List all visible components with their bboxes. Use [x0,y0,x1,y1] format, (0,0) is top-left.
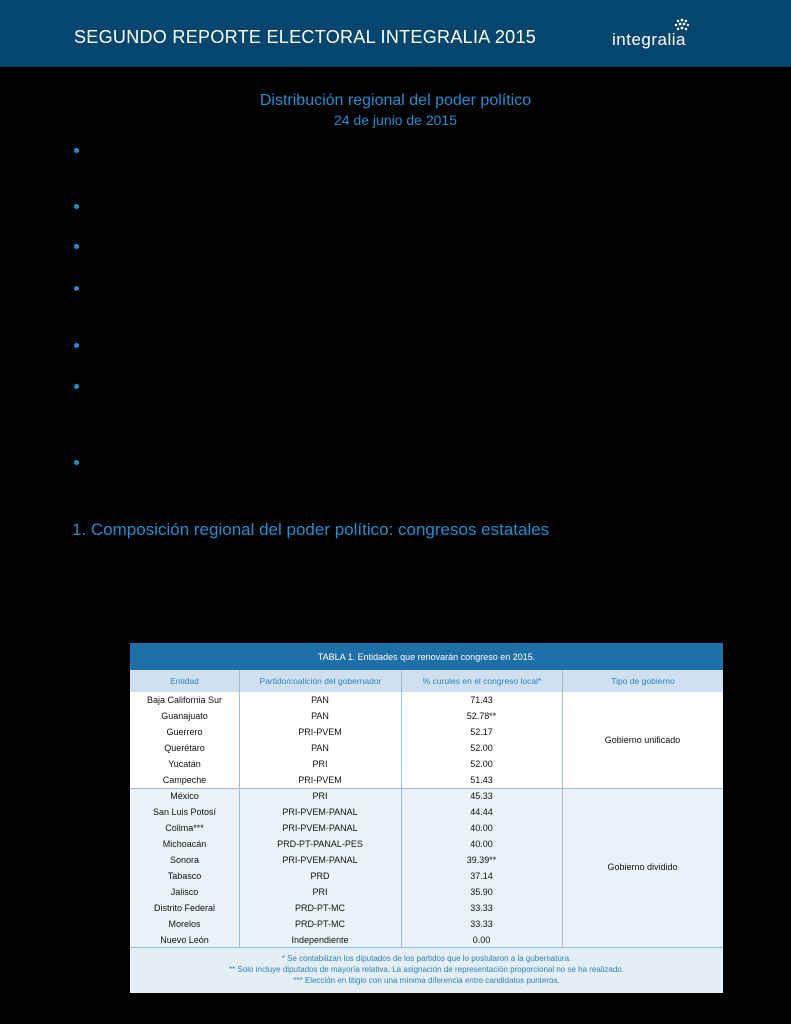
cell-partido: PRI-PVEM-PANAL [282,855,358,865]
footnote: * Se contabilizan los diputados de los partidos que lo postularon a la gubernatura. [281,954,572,963]
cell-entidad: Tabasco [167,871,202,881]
bullet-point [74,384,79,389]
cell-curules: 44.44 [470,807,493,817]
table-row [130,708,562,724]
cell-partido: PRI [312,887,328,897]
table-row [130,836,562,852]
cell-partido: PAN [311,743,329,753]
column-divider [562,670,563,947]
footnote: ** Solo incluye diputados de mayoría relativa. La asignación de representación proporcional no se ha realizado. [229,965,624,974]
table-row [130,804,562,820]
table-row [130,772,562,788]
cell-entidad: Baja California Sur [146,695,223,705]
cell-curules: 71.43 [470,695,493,705]
table-row [130,740,562,756]
table-row [130,932,562,948]
column-header-entidad: Entidad [130,670,239,692]
cell-entidad: Campeche [162,775,207,785]
group-divider [130,788,723,789]
cell-partido: PAN [311,695,329,705]
cell-curules: 52.78** [466,711,497,721]
bullet-point [74,244,79,249]
cell-curules: 52.00 [470,743,493,753]
section-heading: 1. Composición regional del poder político: congresos estatales [72,520,550,539]
table-row [130,916,562,932]
table-row [130,852,562,868]
bullet-point [74,286,79,291]
cell-curules: 39.39** [466,855,497,865]
table-row [130,820,562,836]
cell-entidad: Colima*** [165,823,204,833]
cell-curules: 45.33 [470,791,493,801]
report-date: 24 de junio de 2015 [334,112,457,128]
report-title: Distribución regional del poder político [259,92,532,109]
table-row [130,900,562,916]
cell-partido: PRI [312,759,328,769]
table-row [130,884,562,900]
column-header-partido: Partido/coalición del gobernador [239,670,401,692]
cell-partido: PRI-PVEM-PANAL [282,823,358,833]
cell-partido: PRI [312,791,328,801]
integralia-logo [612,18,722,52]
column-header-curules: % curules en el congreso local* [401,670,562,692]
cell-curules: 33.33 [470,919,493,929]
cell-partido: PRI-PVEM [298,727,342,737]
cell-entidad: Distrito Federal [153,903,216,913]
cell-partido: PAN [311,711,329,721]
cell-entidad: México [170,791,199,801]
cell-entidad: Guerrero [166,727,203,737]
footnote: *** Elección en litigio con una mínima diferencia entre candidatos punteros. [293,976,560,985]
column-divider [401,670,402,947]
cell-curules: 33.33 [470,903,493,913]
cell-entidad: Nuevo León [160,935,209,945]
cell-entidad: Yucatán [168,759,201,769]
bullet-point [74,460,79,465]
report-header-title: SEGUNDO REPORTE ELECTORAL INTEGRALIA 2015 [74,27,537,47]
cell-partido: PRD-PT-MC [295,919,345,929]
footer-divider [130,947,723,948]
table-row [130,724,562,740]
cell-curules: 35.90 [470,887,493,897]
cell-curules: 52.17 [470,727,493,737]
cell-entidad: Guanajuato [161,711,208,721]
cell-curules: 37.14 [470,871,493,881]
cell-partido: PRI-PVEM [298,775,342,785]
table-caption: TABLA 1. Entidades que renovarán congreso en 2015. [130,643,723,670]
column-divider [239,670,240,947]
table-row [130,868,562,884]
cell-partido: PRD-PT-PANAL-PES [277,839,363,849]
cell-entidad: San Luis Potosí [152,807,217,817]
table-row [130,788,562,804]
cell-curules: 51.43 [470,775,493,785]
cell-partido: PRD [310,871,330,881]
bullet-point [74,204,79,209]
table-row [130,692,562,708]
cell-partido: PRD-PT-MC [295,903,345,913]
report-header [0,0,791,67]
cell-entidad: Michoacán [162,839,207,849]
cell-entidad: Querétaro [164,743,205,753]
cell-curules: 40.00 [470,839,493,849]
congress-table [130,643,723,993]
cell-curules: 52.00 [470,759,493,769]
logo-text: integralia [612,30,686,49]
column-header-tipo: Tipo de gobierno [562,670,723,692]
gov-type-unified: Gobierno unificado [604,735,681,745]
cell-entidad: Morelos [168,919,201,929]
gov-type-divided: Gobierno dividido [607,862,678,872]
cell-partido: PRI-PVEM-PANAL [282,807,358,817]
cell-entidad: Jalisco [170,887,199,897]
bullet-point [74,343,79,348]
table-row [130,756,562,772]
table-footnotes [130,953,723,986]
bullet-point [74,148,79,153]
cell-curules: 40.00 [470,823,493,833]
cell-curules: 0.00 [472,935,491,945]
cell-partido: Independiente [291,935,349,945]
cell-entidad: Sonora [169,855,200,865]
